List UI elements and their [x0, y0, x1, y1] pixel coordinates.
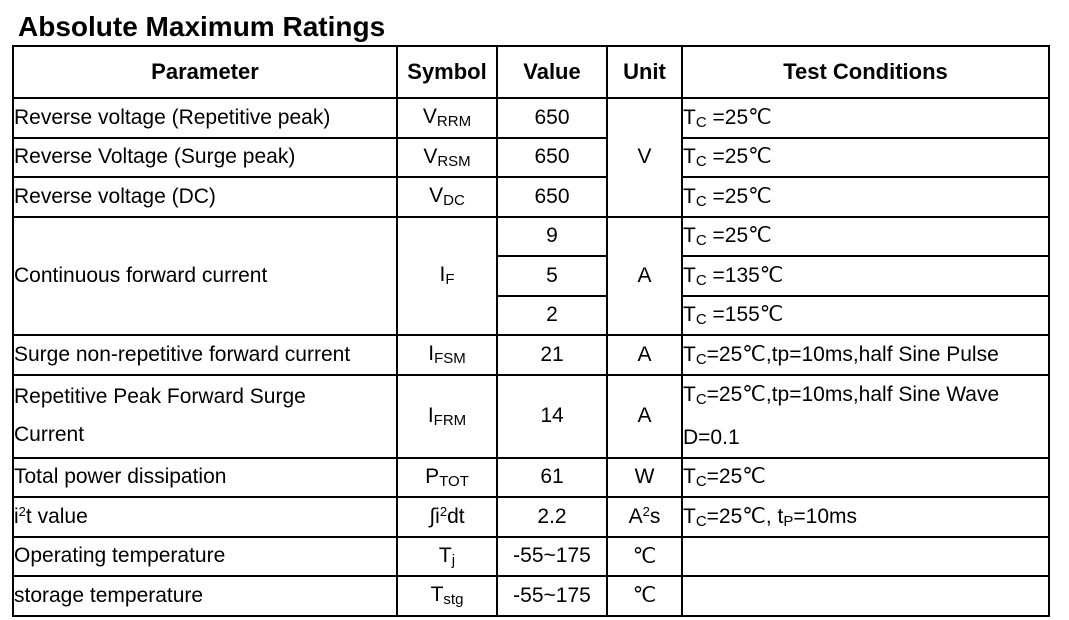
value-cell: 21 [497, 335, 607, 375]
header-value: Value [497, 46, 607, 98]
condition-text: =25℃ [706, 465, 766, 489]
condition-main: T [683, 105, 696, 129]
symbol-main: I [428, 342, 435, 366]
symbol-subscript: RSM [437, 152, 471, 170]
condition-text: =25℃ [706, 224, 772, 248]
value-cell: 5 [497, 256, 607, 296]
unit-superscript: 2 [642, 504, 650, 520]
condition-line-2: D=0.1 [683, 425, 740, 449]
table-row [13, 217, 1049, 257]
parameter-cell: Continuous forward current [13, 217, 397, 336]
condition-subscript: C [695, 473, 707, 491]
condition-text: =135℃ [706, 263, 784, 287]
parameter-cell: Reverse Voltage (Surge peak) [13, 138, 397, 178]
symbol-main: I [439, 263, 446, 287]
table-row [13, 138, 1049, 178]
header-row [13, 46, 1049, 98]
header-parameter: Parameter [13, 46, 397, 98]
unit-cell: ℃ [607, 576, 682, 616]
symbol-cell [397, 138, 497, 178]
symbol-cell [397, 497, 497, 537]
condition-text: =25℃ [706, 105, 772, 129]
symbol-main: P [425, 464, 440, 488]
symbol-main: ∫i [429, 505, 440, 529]
condition-text: =25℃ [706, 184, 772, 208]
condition-text: =25℃ [706, 145, 772, 169]
symbol-cell [397, 98, 497, 138]
condition-text-end: =10ms [793, 504, 858, 528]
parameter-line-2: Current [14, 423, 85, 446]
condition-text: =25℃,tp=10ms,half Sine Pulse [706, 342, 999, 366]
condition-subscript: C [695, 153, 707, 171]
symbol-cell [397, 335, 497, 375]
condition-subscript: C [695, 311, 707, 329]
parameter-cell [13, 375, 397, 458]
condition-subscript: C [695, 390, 707, 408]
condition-subscript: C [695, 512, 707, 530]
condition-subscript: C [695, 113, 707, 131]
symbol-cell [397, 375, 497, 458]
value-cell: 9 [497, 217, 607, 257]
parameter-cell: Reverse voltage (DC) [13, 177, 397, 217]
value-cell: -55~175 [497, 576, 607, 616]
condition-main: T [683, 504, 696, 528]
unit-cell [607, 497, 682, 537]
condition-cell [682, 375, 1049, 458]
symbol-cell [397, 458, 497, 498]
page-title: Absolute Maximum Ratings [18, 11, 386, 42]
table-row [13, 98, 1049, 138]
condition-cell [682, 217, 1049, 257]
symbol-main: V [423, 144, 438, 168]
symbol-subscript: FRM [433, 411, 467, 429]
header-unit: Unit [607, 46, 682, 98]
condition-cell [682, 138, 1049, 178]
condition-main: T [683, 382, 696, 406]
symbol-superscript: 2 [439, 504, 448, 520]
condition-main: T [683, 465, 696, 489]
parameter-cell: Surge non-repetitive forward current [13, 335, 397, 375]
table-row [13, 177, 1049, 217]
condition-text: =25℃, t [706, 504, 784, 528]
symbol-main: I [427, 403, 434, 427]
value-cell: 2.2 [497, 497, 607, 537]
unit-cell: A [607, 217, 682, 336]
condition-cell [682, 177, 1049, 217]
parameter-superscript: 2 [18, 504, 26, 520]
header-symbol: Symbol [397, 46, 497, 98]
symbol-subscript: j [451, 551, 456, 569]
condition-cell [682, 98, 1049, 138]
parameter-cell: Total power dissipation [13, 458, 397, 498]
table-row [13, 335, 1049, 375]
unit-cell: V [607, 98, 682, 217]
condition-text: =155℃ [706, 303, 784, 327]
symbol-subscript: DC [443, 192, 465, 210]
ratings-table [12, 45, 1050, 617]
condition-subscript: C [695, 192, 707, 210]
condition-cell [682, 296, 1049, 336]
symbol-main: T [430, 583, 444, 607]
unit-cell: A [607, 335, 682, 375]
parameter-cell: storage temperature [13, 576, 397, 616]
table-row [13, 576, 1049, 616]
value-cell: 650 [497, 177, 607, 217]
parameter-cell [13, 497, 397, 537]
condition-main: T [683, 303, 696, 327]
parameter-cell: Operating temperature [13, 537, 397, 577]
header-test-conditions: Test Conditions [682, 46, 1049, 98]
symbol-main: T [438, 543, 452, 567]
symbol-subscript: TOT [439, 472, 469, 490]
condition-subscript: C [695, 350, 707, 368]
condition-cell [682, 256, 1049, 296]
condition-main: T [683, 145, 696, 169]
value-cell: 650 [497, 98, 607, 138]
value-cell: 2 [497, 296, 607, 336]
parameter-cell: Reverse voltage (Repetitive peak) [13, 98, 397, 138]
table-row [13, 458, 1049, 498]
symbol-cell [397, 576, 497, 616]
symbol-main: V [429, 184, 444, 208]
symbol-subscript: stg [443, 591, 464, 609]
condition-subscript: C [695, 271, 707, 289]
symbol-subscript: F [445, 271, 455, 289]
condition-main: T [683, 342, 696, 366]
symbol-cell [397, 177, 497, 217]
value-cell: 14 [497, 375, 607, 458]
parameter-text: t value [25, 505, 88, 529]
condition-cell [682, 497, 1049, 537]
symbol-text: dt [447, 505, 465, 529]
unit-main: A [628, 505, 643, 529]
table-row [13, 537, 1049, 577]
value-cell: 650 [497, 138, 607, 178]
condition-main: T [683, 263, 696, 287]
table-row [13, 497, 1049, 537]
parameter-line-1: Repetitive Peak Forward Surge [14, 385, 306, 408]
unit-cell: ℃ [607, 537, 682, 577]
symbol-cell [397, 537, 497, 577]
parameter-main: i [14, 505, 19, 529]
condition-text: =25℃,tp=10ms,half Sine Wave [706, 382, 1000, 406]
unit-cell: W [607, 458, 682, 498]
condition-cell [682, 335, 1049, 375]
condition-subscript-2: P [783, 512, 794, 530]
condition-cell [682, 576, 1049, 616]
symbol-subscript: FSM [434, 350, 466, 368]
condition-cell [682, 458, 1049, 498]
symbol-main: V [422, 105, 437, 129]
unit-text: s [649, 505, 661, 529]
table-row [13, 375, 1049, 458]
value-cell: 61 [497, 458, 607, 498]
condition-cell [682, 537, 1049, 577]
unit-cell: A [607, 375, 682, 458]
condition-main: T [683, 224, 696, 248]
condition-main: T [683, 184, 696, 208]
symbol-cell [397, 217, 497, 336]
value-cell: -55~175 [497, 537, 607, 577]
condition-subscript: C [695, 232, 707, 250]
symbol-subscript: RRM [436, 113, 472, 131]
